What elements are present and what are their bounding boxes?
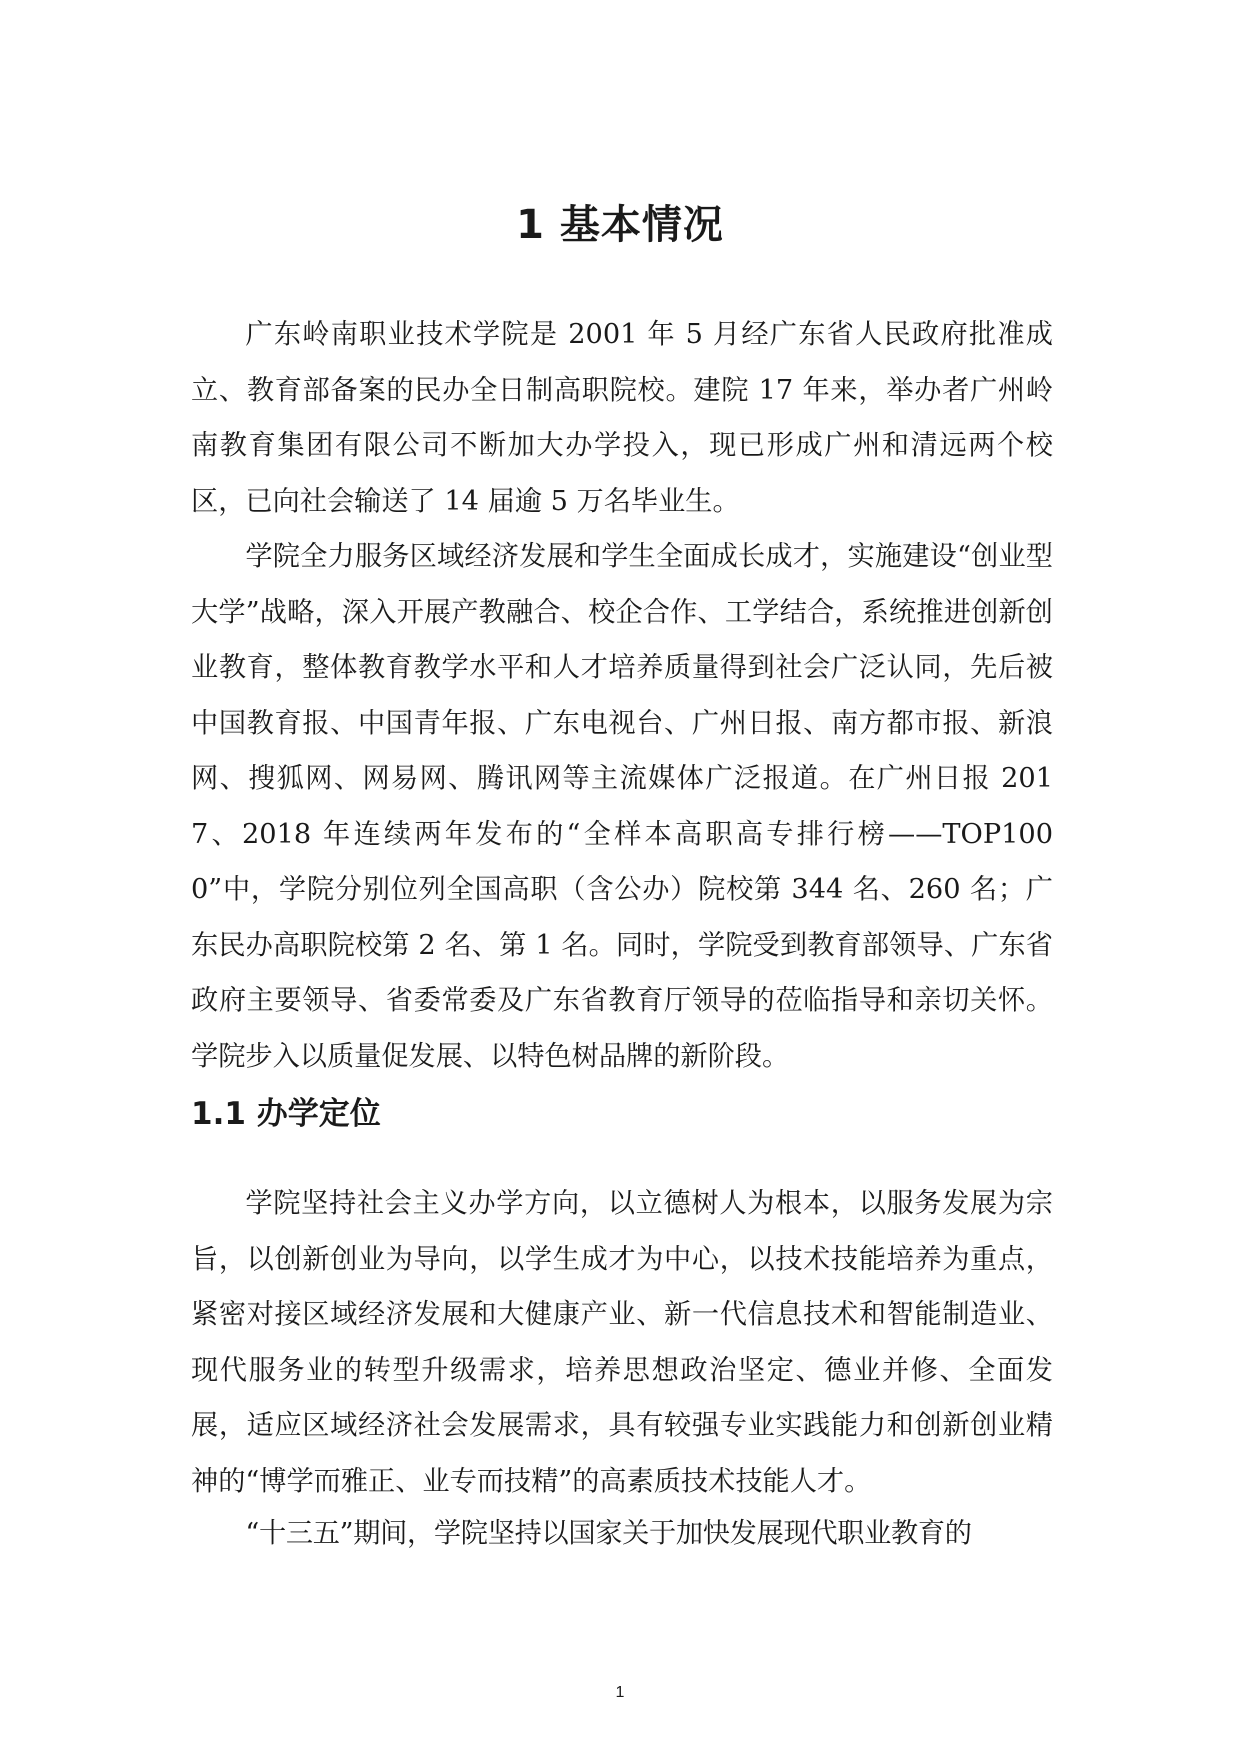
section-title: 1.1 办学定位 [191, 1096, 381, 1132]
section-paragraph-1: 学院坚持社会主义办学方向，以立德树人为根本，以服务发展为宗旨，以创新创业为导向，以学生成才为中心，以技术技能培养为重点，紧密对接区域经济发展和大健康产业、新一代信息技术和智能制造业、现代服务业的转型升级需求，培养思想政治坚定、德业并修、全面发展，适应区域经济社会发展需求，具有较强专业实践能力和创新创业精神的“博学而雅正、业专而技精”的高素质技术技能人才。 [191, 1188, 1053, 1497]
section-paragraph-2: “十三五”期间，学院坚持以国家关于加快发展现代职业教育的 [245, 1518, 972, 1549]
chapter-title: 1 基本情况 [516, 202, 724, 248]
intro-paragraph-2: 学院全力服务区域经济发展和学生全面成长成才，实施建设“创业型大学”战略，深入开展产教融合、校企合作、工学结合，系统推进创新创业教育，整体教育教学水平和人才培养质量得到社会广泛认同，先后被中国教育报、中国青年报、广东电视台、广州日报、南方都市报、新浪网、搜狐网、网易网、腾讯网等主流媒体广泛报道。在广州日报 2017、2018 年连续两年发布的“全样本高职高专排行榜——TOP1000”中，学院分别位列全国高职（含公办）院校第 344 名、260 名；广东民办高职院校第 2 名、第 1 名。同时，学院受到教育部领导、广东省政府主要领导、省委常委及广东省教育厅领导的莅临指导和亲切关怀。学院步入以质量促发展、以特色树品牌的新阶段。 [191, 541, 1053, 1072]
intro-paragraph-1: 广东岭南职业技术学院是 2001 年 5 月经广东省人民政府批准成立、教育部备案的民办全日制高职院校。建院 17 年来，举办者广州岭南教育集团有限公司不断加大办学投入，现已形成广州和清远两个校区，已向社会输送了 14 届逾 5 万名毕业生。 [191, 319, 1053, 517]
page-number: 1 [615, 1684, 625, 1701]
